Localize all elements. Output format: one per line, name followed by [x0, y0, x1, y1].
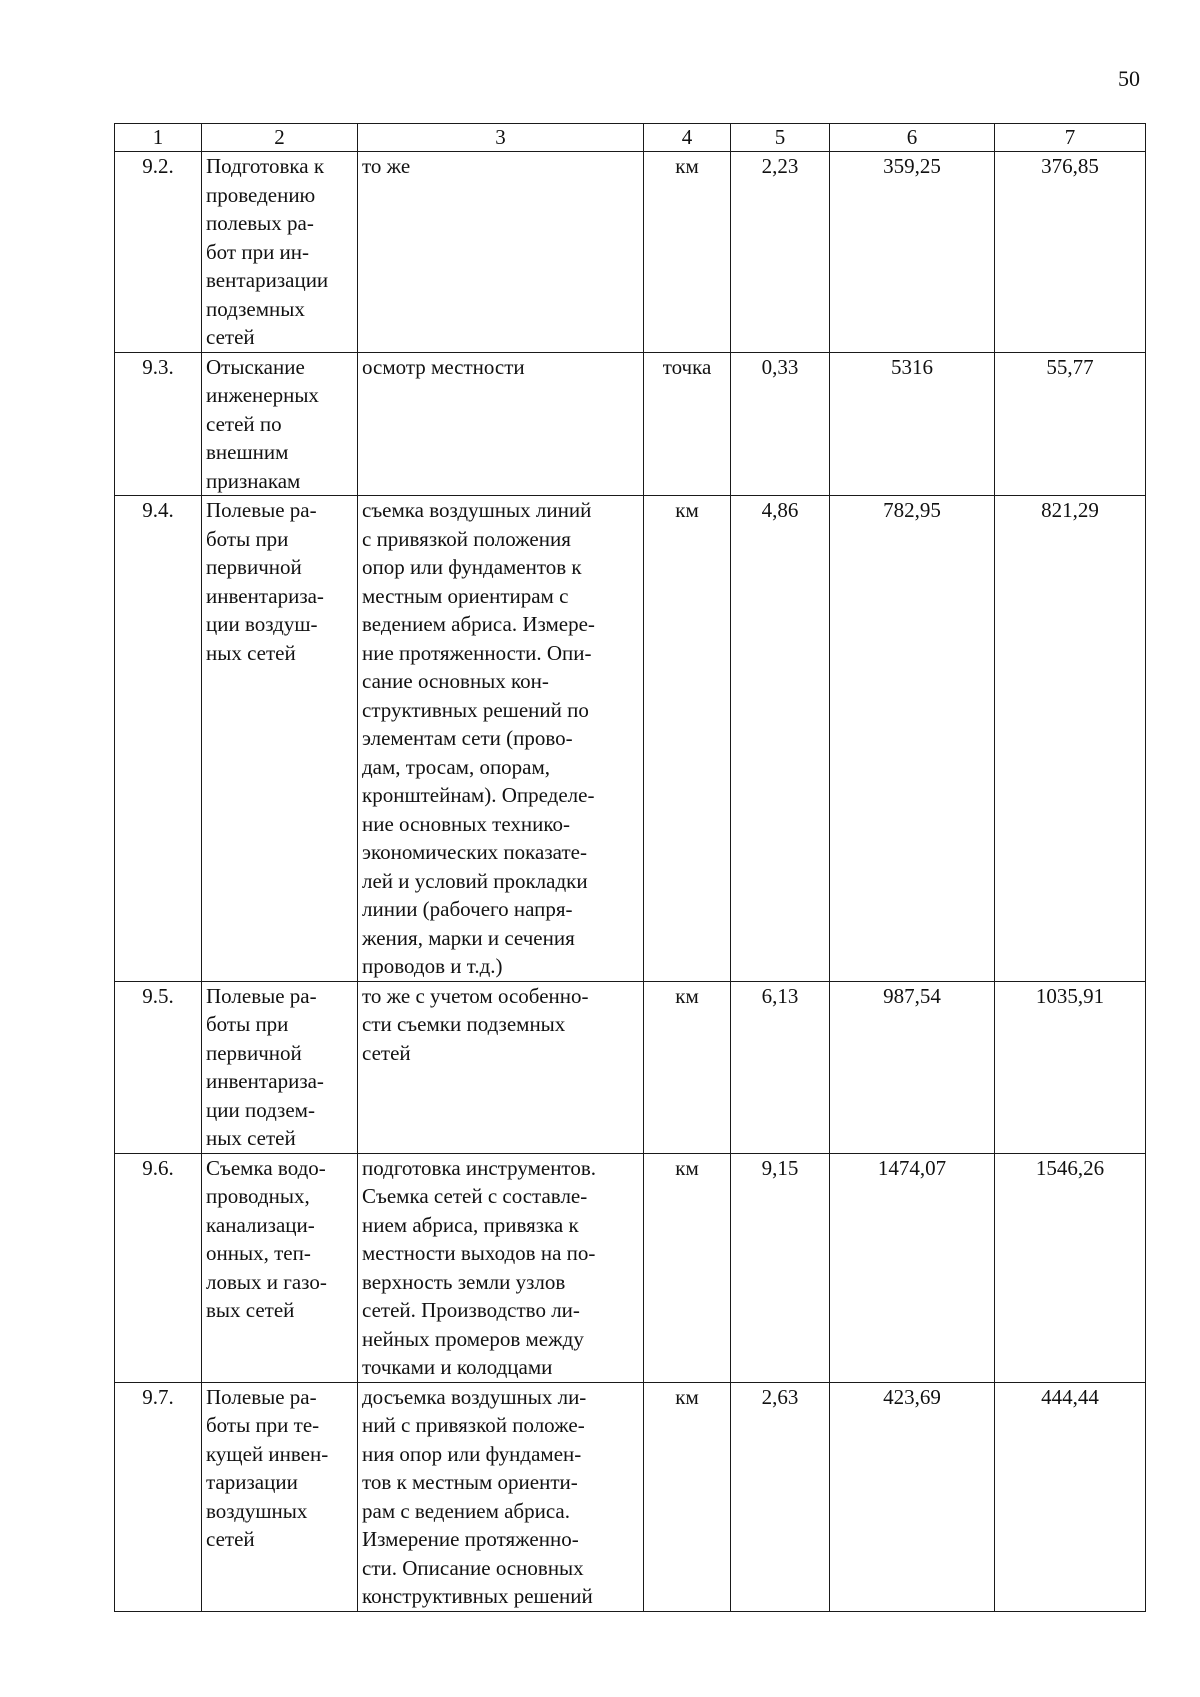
- work-name-line: ных сетей: [206, 1126, 296, 1150]
- work-description-line: опор или фундаментов к: [362, 555, 582, 579]
- value-col5: 9,15: [731, 1153, 830, 1382]
- unit-of-measure: км: [644, 152, 731, 353]
- rates-table: [114, 123, 1146, 1612]
- column-header: 4: [644, 124, 731, 152]
- value-col5: 6,13: [731, 981, 830, 1153]
- work-name-line: ции воздуш-: [206, 612, 318, 636]
- unit-of-measure: км: [644, 496, 731, 982]
- work-description-line: точками и колодцами: [362, 1355, 553, 1379]
- value-col7: 821,29: [995, 496, 1146, 982]
- work-name-line: боты при: [206, 1012, 289, 1036]
- work-description-line: то же с учетом особенно-: [362, 983, 589, 1008]
- table-row: [115, 496, 1146, 982]
- work-description: [358, 1382, 644, 1611]
- work-description-line: с привязкой положения: [362, 526, 571, 551]
- work-name-line: сетей по: [206, 411, 282, 436]
- column-header: 5: [731, 124, 830, 152]
- work-description-line: досъемка воздушных ли-: [362, 1384, 587, 1409]
- work-name-line: боты при: [206, 526, 289, 551]
- item-number: 9.3.: [115, 352, 202, 496]
- work-description-line: Измерение протяженно-: [362, 1527, 579, 1551]
- work-name-line: сетей: [206, 325, 255, 349]
- work-name-line: подземных: [206, 296, 305, 321]
- table-header-row: [115, 124, 1146, 152]
- work-description-line: элементам сети (прово-: [362, 726, 573, 750]
- work-name-line: первичной: [206, 1040, 302, 1065]
- value-col7: 376,85: [995, 152, 1146, 353]
- work-description-line: то же: [362, 154, 411, 178]
- work-description: [358, 496, 644, 982]
- work-name-line: таризации: [206, 1470, 298, 1494]
- work-description: [358, 352, 644, 496]
- work-description-line: ния опор или фундамен-: [362, 1441, 582, 1466]
- work-name-line: вентаризации: [206, 268, 329, 292]
- value-col6: 5316: [830, 352, 995, 496]
- work-name-line: кущей инвен-: [206, 1441, 329, 1466]
- work-description-line: сетей. Производство ли-: [362, 1298, 580, 1322]
- work-name-line: Полевые ра-: [206, 498, 317, 522]
- column-header: 3: [358, 124, 644, 152]
- work-description-line: структивных решений по: [362, 697, 589, 722]
- work-description-line: ние протяженности. Опи-: [362, 640, 592, 665]
- work-name-line: Полевые ра-: [206, 1384, 317, 1409]
- work-description-line: сание основных кон-: [362, 669, 549, 693]
- column-header: 1: [115, 124, 202, 152]
- value-col5: 2,23: [731, 152, 830, 353]
- work-name-line: признакам: [206, 468, 301, 493]
- work-name-line: Подготовка к: [206, 154, 325, 178]
- work-description-line: сти. Описание основных: [362, 1555, 584, 1580]
- work-description: [358, 1153, 644, 1382]
- value-col7: 1035,91: [995, 981, 1146, 1153]
- column-header: 2: [202, 124, 358, 152]
- value-col5: 4,86: [731, 496, 830, 982]
- work-description-line: подготовка инструментов.: [362, 1155, 596, 1180]
- work-name-line: воздушных: [206, 1498, 308, 1523]
- work-name-line: проводных,: [206, 1184, 310, 1208]
- work-name-line: инвентариза-: [206, 583, 324, 608]
- work-name-line: Съемка водо-: [206, 1155, 326, 1180]
- work-description: [358, 981, 644, 1153]
- item-number: 9.5.: [115, 981, 202, 1153]
- item-number: 9.4.: [115, 496, 202, 982]
- work-name: [202, 1382, 358, 1611]
- value-col6: 987,54: [830, 981, 995, 1153]
- work-description-line: нейных промеров между: [362, 1326, 584, 1351]
- item-number: 9.7.: [115, 1382, 202, 1611]
- work-description-line: местности выходов на по-: [362, 1241, 596, 1265]
- table-row: [115, 352, 1146, 496]
- work-description-line: экономических показате-: [362, 840, 587, 864]
- work-name: [202, 152, 358, 353]
- work-name-line: первичной: [206, 555, 302, 579]
- value-col5: 0,33: [731, 352, 830, 496]
- work-description-line: кронштейнам). Определе-: [362, 783, 595, 807]
- work-description-line: сти съемки подземных: [362, 1012, 566, 1036]
- work-description-line: проводов и т.д.): [362, 954, 503, 978]
- work-name-line: проведению: [206, 182, 316, 207]
- unit-of-measure: км: [644, 1153, 731, 1382]
- column-header: 6: [830, 124, 995, 152]
- work-name-line: инженерных: [206, 383, 319, 407]
- table-row: [115, 152, 1146, 353]
- item-number: 9.6.: [115, 1153, 202, 1382]
- work-description-line: лей и условий прокладки: [362, 868, 588, 893]
- page-number: 50: [1118, 66, 1140, 91]
- value-col6: 359,25: [830, 152, 995, 353]
- work-name-line: вых сетей: [206, 1298, 295, 1322]
- work-description-line: жения, марки и сечения: [362, 925, 575, 950]
- work-name-line: инвентариза-: [206, 1069, 324, 1093]
- work-name: [202, 981, 358, 1153]
- unit-of-measure: точка: [644, 352, 731, 496]
- work-description-line: ний с привязкой положе-: [362, 1413, 585, 1437]
- work-name-line: полевых ра-: [206, 211, 314, 235]
- work-name-line: Полевые ра-: [206, 983, 317, 1008]
- work-description-line: осмотр местности: [362, 354, 525, 379]
- item-number: 9.2.: [115, 152, 202, 353]
- work-description-line: ведением абриса. Измере-: [362, 612, 595, 636]
- work-description: [358, 152, 644, 353]
- work-name-line: бот при ин-: [206, 239, 310, 264]
- work-name-line: ции подзем-: [206, 1097, 315, 1122]
- work-name-line: внешним: [206, 440, 289, 464]
- work-name-line: сетей: [206, 1527, 255, 1551]
- value-col7: 1546,26: [995, 1153, 1146, 1382]
- work-name-line: ловых и газо-: [206, 1269, 327, 1294]
- work-description-line: тов к местным ориенти-: [362, 1470, 578, 1494]
- work-name-line: ных сетей: [206, 640, 296, 665]
- value-col7: 444,44: [995, 1382, 1146, 1611]
- table-row: [115, 1382, 1146, 1611]
- value-col6: 782,95: [830, 496, 995, 982]
- work-description-line: сетей: [362, 1040, 411, 1065]
- work-description-line: Съемка сетей с составле-: [362, 1184, 588, 1208]
- work-name-line: боты при те-: [206, 1413, 320, 1437]
- value-col7: 55,77: [995, 352, 1146, 496]
- work-description-line: ние основных технико-: [362, 811, 570, 836]
- column-header: 7: [995, 124, 1146, 152]
- work-name: [202, 1153, 358, 1382]
- work-description-line: рам с ведением абриса.: [362, 1498, 571, 1523]
- table-row: [115, 1153, 1146, 1382]
- work-description-line: дам, тросам, опорам,: [362, 754, 551, 779]
- work-description-line: линии (рабочего напря-: [362, 897, 573, 921]
- work-description-line: съемка воздушных линий: [362, 498, 592, 522]
- work-description-line: конструктивных решений: [362, 1584, 593, 1608]
- work-description-line: верхность земли узлов: [362, 1269, 566, 1294]
- table-row: [115, 981, 1146, 1153]
- value-col6: 1474,07: [830, 1153, 995, 1382]
- value-col6: 423,69: [830, 1382, 995, 1611]
- work-description-line: местным ориентирам с: [362, 583, 569, 608]
- work-name-line: Отыскание: [206, 354, 305, 379]
- work-description-line: нием абриса, привязка к: [362, 1212, 579, 1237]
- work-name: [202, 352, 358, 496]
- work-name: [202, 496, 358, 982]
- value-col5: 2,63: [731, 1382, 830, 1611]
- work-name-line: канализаци-: [206, 1212, 315, 1237]
- unit-of-measure: км: [644, 981, 731, 1153]
- unit-of-measure: км: [644, 1382, 731, 1611]
- work-name-line: онных, теп-: [206, 1241, 311, 1265]
